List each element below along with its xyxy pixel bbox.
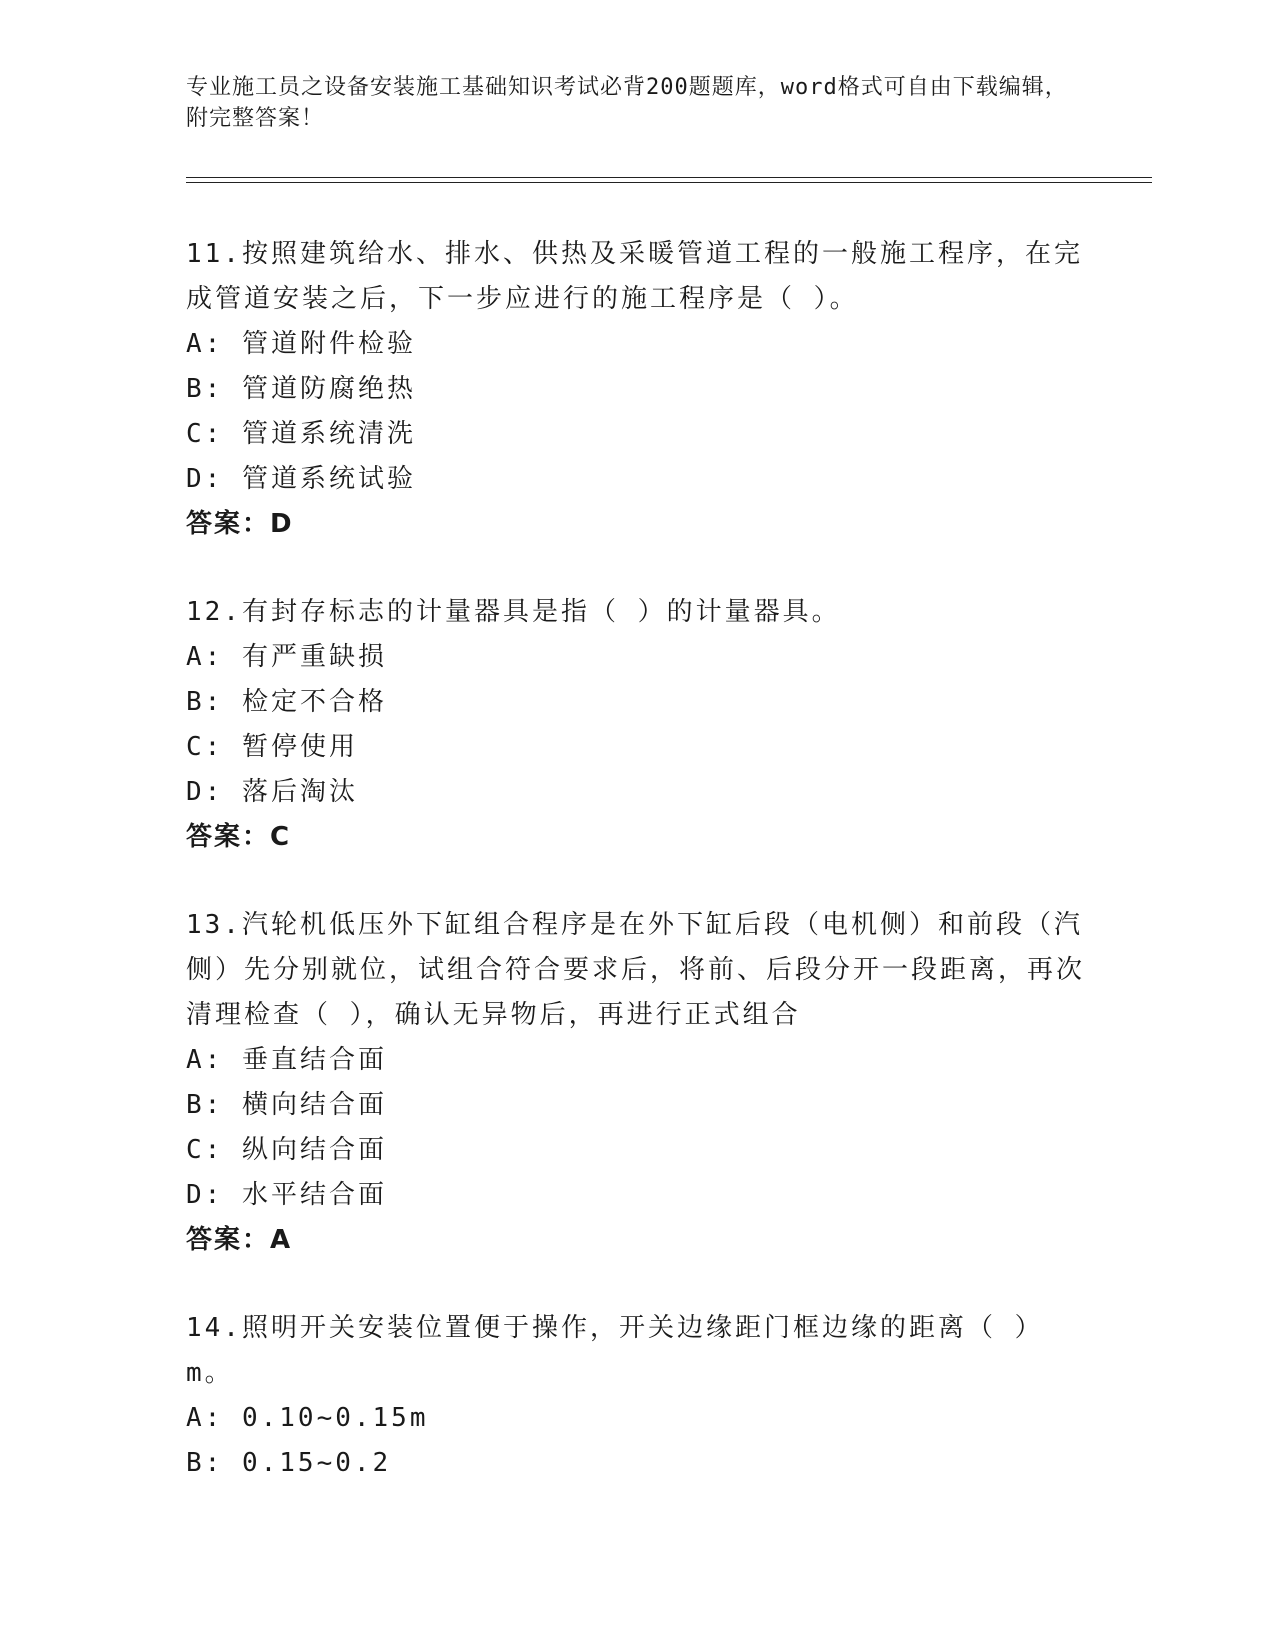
option-d: D: 落后淘汰 bbox=[186, 777, 358, 807]
option-d: D: 管道系统试验 bbox=[186, 464, 416, 494]
question-11 bbox=[186, 232, 1086, 547]
option-b: B: 横向结合面 bbox=[186, 1090, 387, 1120]
question-list bbox=[186, 232, 1086, 1529]
document-header: 专业施工员之设备安装施工基础知识考试必背200题题库，word格式可自由下载编辑，附完整答案！ bbox=[186, 75, 1068, 131]
option-b: B: 0.15~0.2 bbox=[186, 1448, 392, 1478]
option-b: B: 管道防腐绝热 bbox=[186, 374, 416, 404]
question-13 bbox=[186, 903, 1086, 1263]
answer: 答案：C bbox=[186, 822, 292, 852]
option-a: A: 垂直结合面 bbox=[186, 1045, 387, 1075]
answer: 答案：D bbox=[186, 509, 294, 539]
option-c: C: 暂停使用 bbox=[186, 732, 358, 762]
header-divider-bottom bbox=[186, 182, 1152, 183]
question-stem: 11.按照建筑给水、排水、供热及采暖管道工程的一般施工程序，在完成管道安装之后，下一步应进行的施工程序是（ ）。 bbox=[186, 239, 1083, 314]
option-a: A: 0.10~0.15m bbox=[186, 1403, 429, 1433]
answer: 答案：A bbox=[186, 1225, 293, 1255]
option-a: A: 管道附件检验 bbox=[186, 329, 416, 359]
option-b: B: 检定不合格 bbox=[186, 687, 387, 717]
question-12 bbox=[186, 590, 1086, 860]
option-c: C: 纵向结合面 bbox=[186, 1135, 387, 1165]
question-14 bbox=[186, 1306, 1086, 1486]
option-d: D: 水平结合面 bbox=[186, 1180, 387, 1210]
option-c: C: 管道系统清洗 bbox=[186, 419, 416, 449]
option-a: A: 有严重缺损 bbox=[186, 642, 387, 672]
question-stem: 12.有封存标志的计量器具是指（ ）的计量器具。 bbox=[186, 597, 841, 627]
header-divider-top bbox=[186, 177, 1152, 178]
question-stem: 14.照明开关安装位置便于操作，开关边缘距门框边缘的距离（ ）m。 bbox=[186, 1313, 1044, 1388]
question-stem: 13.汽轮机低压外下缸组合程序是在外下缸后段（电机侧）和前段（汽侧）先分别就位，试组合符合要求后，将前、后段分开一段距离，再次清理检查（ ），确认无异物后，再进行正式组合 bbox=[186, 910, 1086, 1030]
